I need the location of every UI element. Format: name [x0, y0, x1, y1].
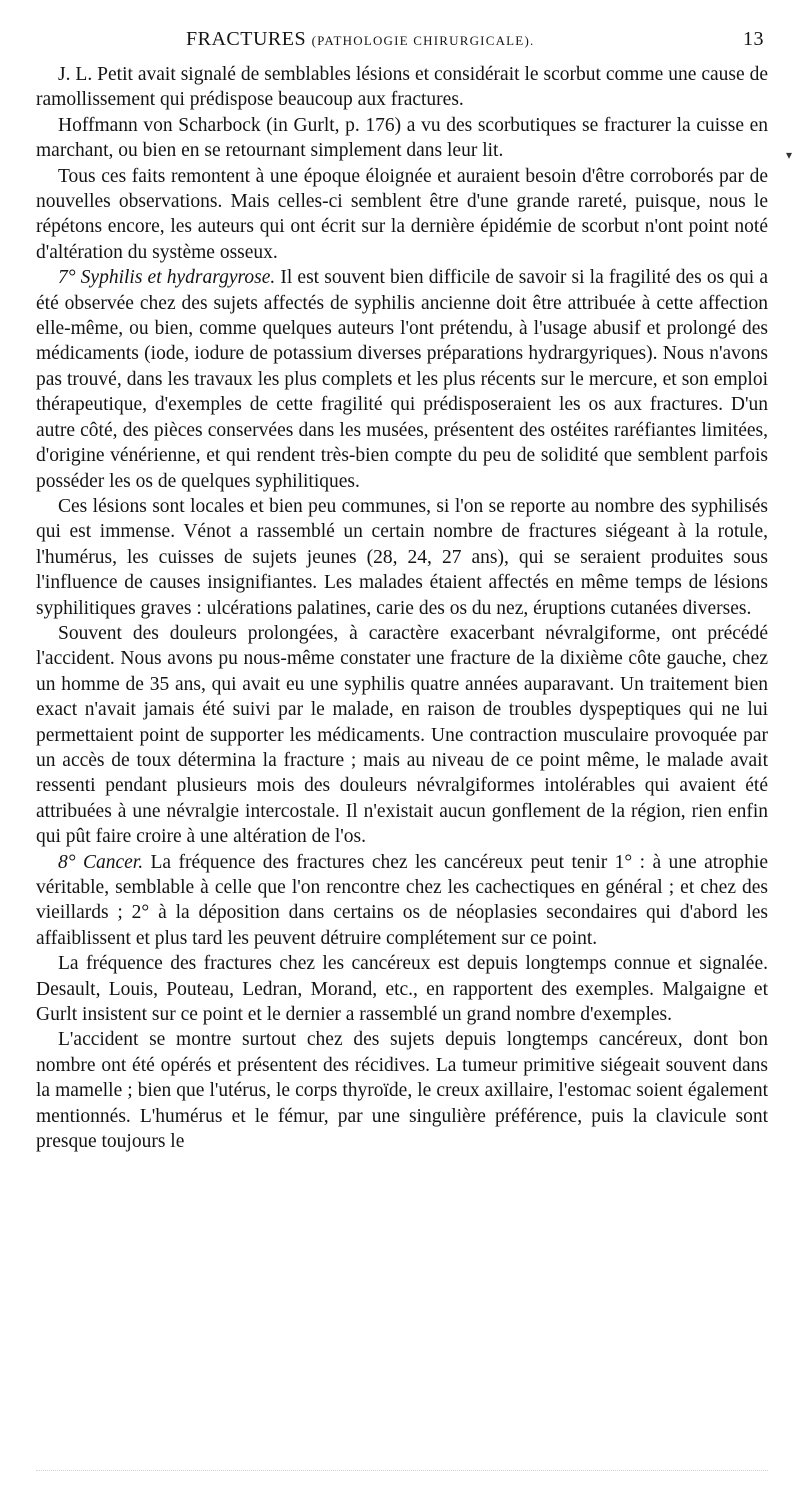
paragraph-cancer-accident: [36, 1027, 768, 1154]
paragraph-text: Ces lésions sont locales et bien peu communes, si l'on se reporte au nombre des syphilisés qui est immense. Vénot a rassemblé un certain nombre de fractures siégeant à la rotule, l'humérus, les cuisses de sujets jeunes (28, 24, 27 ans), qui se seraient produites sous l'influence de causes insignifiantes. Les malades étaient affectés en même temps de lésions syphilitiques graves : ulcérations palatines, carie des os du nez, éruptions cutanées diverses.: [36, 495, 768, 619]
paragraph-syphilis-douleurs: [36, 621, 768, 850]
paragraph-text: La fréquence des fractures chez les cancéreux peut tenir 1° : à une atrophie véritable, semblable à celle que l'on rencontre chez les cachectiques en général ; et chez des vieillards ; 2° à la déposition dans certains os de néoplasies secondaires qui d'abord les affaiblissent et plus tard les peuvent détruire complétement sur ce point.: [36, 851, 768, 949]
running-title: [186, 28, 534, 51]
body-text: [36, 62, 768, 1154]
page-number: 13: [743, 28, 764, 50]
running-title-sub: (PATHOLOGIE CHIRURGICALE).: [311, 33, 535, 48]
running-header: [36, 28, 768, 62]
paragraph-text: Tous ces faits remontent à une époque éloignée et auraient besoin d'être corroborés par de nouvelles observations. Mais celles-ci semblent être d'une grande rareté, puisque, nous le répétons encore, les auteurs qui ont écrit sur la dernière épidémie de scorbut n'ont point noté d'altération du système osseux.: [36, 165, 768, 263]
paragraph-scorbut-hoffmann: [36, 113, 768, 164]
paragraph-cancer-frequence: [36, 951, 768, 1027]
running-title-main: FRACTURES: [186, 28, 307, 50]
paragraph-text: L'accident se montre surtout chez des sujets depuis longtemps cancéreux, dont bon nombre ont été opérés et présentent des récidives. La tumeur primitive siégeait souvent dans la mamelle ; bien que l'utérus, le corps thyroïde, le creux axillaire, l'estomac soient également mentionnés. L'humérus et le fémur, par une singulière préférence, puis la clavicule sont presque toujours le: [36, 1029, 768, 1153]
paragraph-text: La fréquence des fractures chez les cancéreux est depuis longtemps connue et signalée. Desault, Louis, Pouteau, Ledran, Morand, etc., en rapportent des exemples. Malgaigne et Gurlt insistent sur ce point et le dernier a rassemblé un grand nombre d'exemples.: [36, 953, 768, 1026]
paragraph-scorbut-observations: [36, 164, 768, 266]
margin-mark: ▾: [786, 148, 793, 162]
book-page: [36, 28, 768, 1154]
paragraph-text: J. L. Petit avait signalé de semblables lésions et considérait le scorbut comme une cause de ramollissement qui prédispose beaucoup aux fractures.: [36, 64, 768, 111]
section-lead-syphilis: 7° Syphilis et hydrargyrose.: [58, 267, 276, 289]
paragraph-text: Souvent des douleurs prolongées, à caractère exacerbant névralgiforme, ont précédé l'accident. Nous avons pu nous-même constater une fracture de la dixième côte gauche, chez un homme de 35 ans, qui avait eu une syphilis quatre années auparavant. Un traitement bien exact n'avait jamais été suivi par le malade, en raison de troubles dyspeptiques qui ne lui permettaient point de supporter les médicaments. Une contraction musculaire provoquée par un accès de toux détermina la fracture ; mais au niveau de ce point même, le malade avait ressenti pendant plusieurs mois des douleurs névralgiformes intolérables qui avaient été attribuées à une névralgie intercostale. Il n'existait aucun gonflement de la région, rien enfin qui pût faire croire à une altération de l'os.: [36, 622, 768, 848]
paragraph-cancer-heading: [36, 850, 768, 952]
paragraph-text: Il est souvent bien difficile de savoir si la fragilité des os qui a été observée chez des sujets affectés de syphilis ancienne doit être attribuée à cette affection elle-même, ou bien, comme quelques auteurs l'ont prétendu, à l'usage abusif et prolongé des médicaments (iode, iodure de potassium diverses préparations hydrargyriques). Nous n'avons pas trouvé, dans les travaux les plus complets et les plus récents sur le mercure, et son emploi thérapeutique, d'exemples de cette fragilité qui prédisposeraient les os aux fractures. D'un autre côté, des pièces conservées dans les musées, présentent des ostéites raréfiantes limitées, d'origine vénérienne, et qui rendent très-bien compte du peu de solidité que semblent parfois posséder les os de quelques syphilitiques.: [36, 267, 769, 492]
section-lead-cancer: 8° Cancer.: [58, 851, 144, 873]
paragraph-text: Hoffmann von Scharbock (in Gurlt, p. 176) a vu des scorbutiques se fracturer la cuisse en marchant, ou bien en se retournant simplement dans leur lit.: [36, 114, 768, 162]
paragraph-syphilis-heading: [36, 265, 768, 494]
paragraph-scorbut-petit: [36, 62, 768, 113]
footer-rule: [36, 1470, 768, 1473]
paragraph-syphilis-lesions: [36, 494, 768, 621]
